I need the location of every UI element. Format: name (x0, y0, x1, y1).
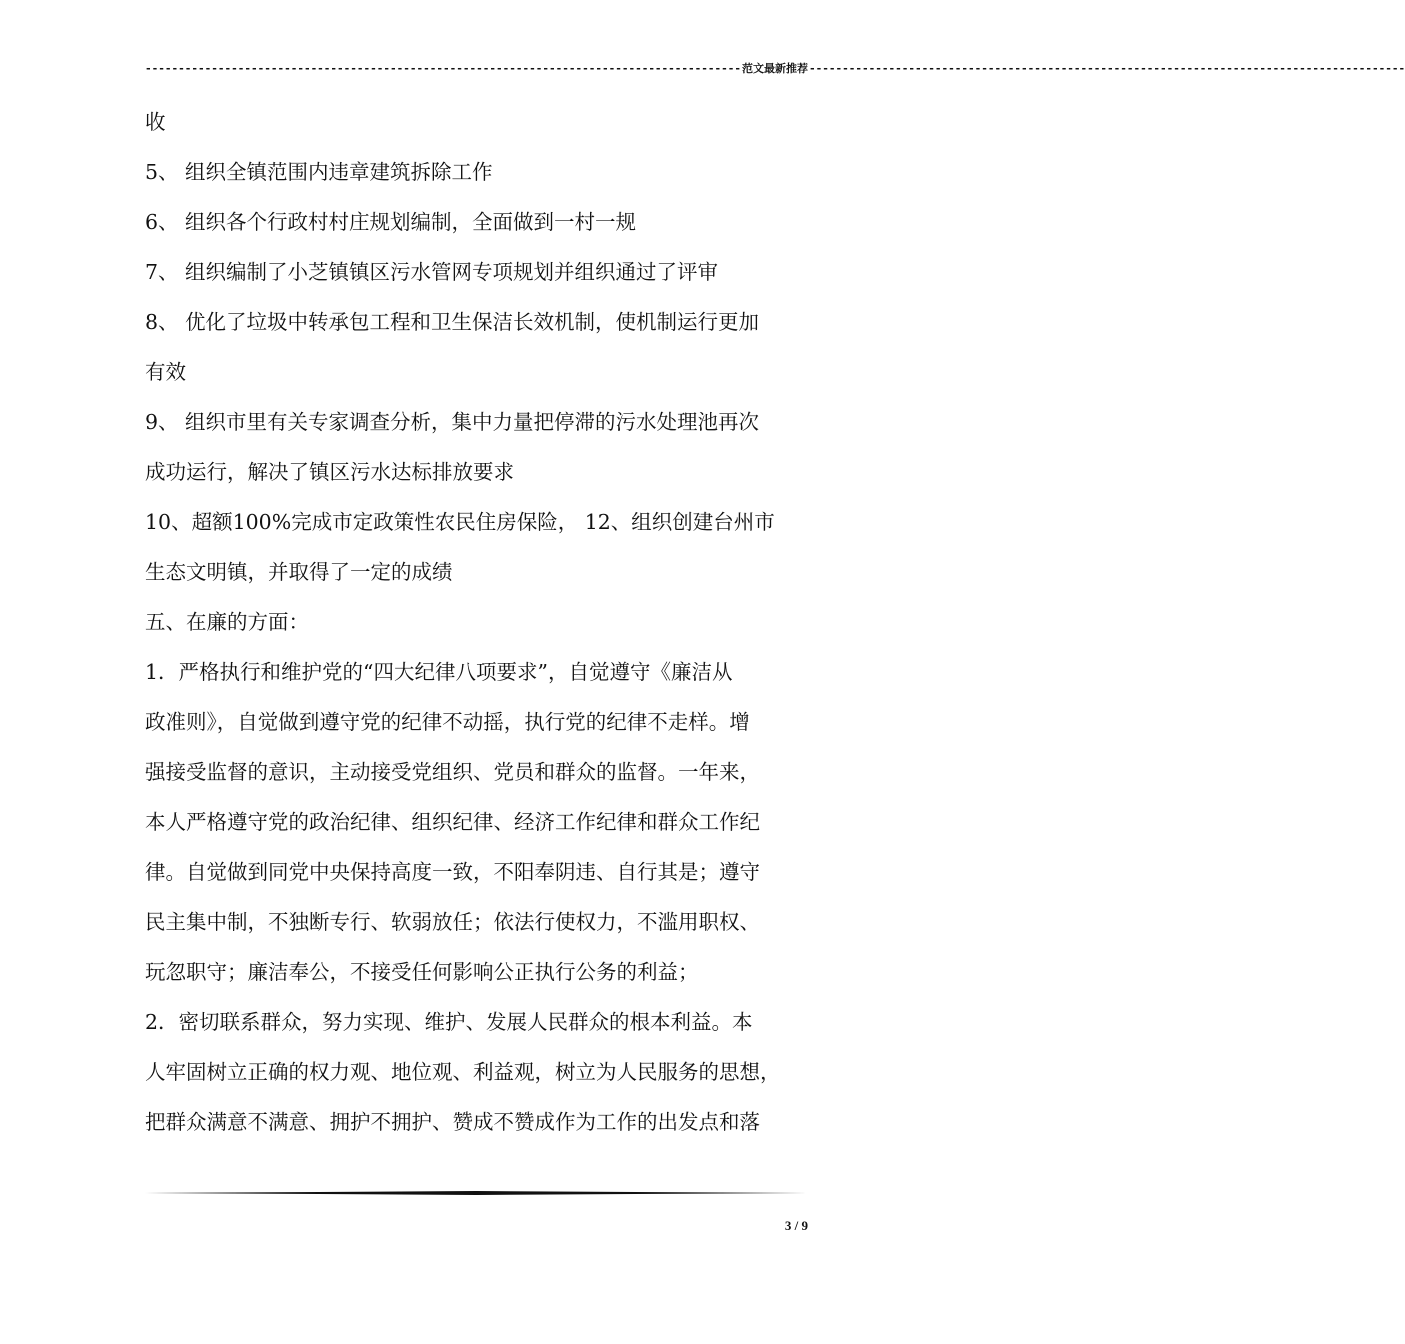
page-header (145, 58, 1405, 78)
header-title: 范文最新推荐 (742, 62, 809, 75)
document-body (145, 97, 810, 1147)
text-line: 10、超额100%完成市定政策性农民住房保险， 12、组织创建台州市 (145, 510, 775, 534)
section-heading: 五、在廉的方面： (145, 610, 309, 634)
text-line: 强接受监督的意识，主动接受党组织、党员和群众的监督。一年来， (145, 760, 760, 784)
text-line: 人牢固树立正确的权力观、地位观、利益观，树立为人民服务的思想， (145, 1060, 781, 1084)
text-line: 民主集中制，不独断专行、软弱放任；依法行使权力，不滥用职权、 (145, 910, 760, 934)
text-line: 本人严格遵守党的政治纪律、组织纪律、经济工作纪律和群众工作纪 (145, 810, 760, 834)
text-line: 有效 (145, 360, 186, 384)
text-line: 玩忽职守；廉洁奉公，不接受任何影响公正执行公务的利益； (145, 960, 699, 984)
text-line: 5、 组织全镇范围内违章建筑拆除工作 (145, 160, 493, 184)
footer-rule (145, 1191, 807, 1195)
page-number: 3 / 9 (784, 1218, 808, 1233)
text-line: 成功运行，解决了镇区污水达标排放要求 (145, 460, 514, 484)
header-dash-left: ------------------------------------------------------------------------------------------ (145, 61, 742, 75)
text-line: 1．严格执行和维护党的“四大纪律八项要求”，自觉遵守《廉洁从 (145, 660, 733, 684)
text-line: 把群众满意不满意、拥护不拥护、赞成不赞成作为工作的出发点和落 (145, 1110, 760, 1134)
text-line: 6、 组织各个行政村村庄规划编制，全面做到一村一规 (145, 210, 637, 234)
text-line: 8、 优化了垃圾中转承包工程和卫生保洁长效机制，使机制运行更加 (145, 310, 760, 334)
text-line: 律。自觉做到同党中央保持高度一致，不阳奉阴违、自行其是；遵守 (145, 860, 760, 884)
text-line: 收 (145, 110, 166, 134)
header-dash-right: ------------------------------------------------------------------------------------------ (809, 61, 1405, 75)
text-line: 7、 组织编制了小芝镇镇区污水管网专项规划并组织通过了评审 (145, 260, 719, 284)
text-line: 9、 组织市里有关专家调查分析，集中力量把停滞的污水处理池再次 (145, 410, 760, 434)
text-line: 生态文明镇，并取得了一定的成绩 (145, 560, 453, 584)
text-line: 2．密切联系群众，努力实现、维护、发展人民群众的根本利益。本 (145, 1010, 753, 1034)
text-line: 政准则》，自觉做到遵守党的纪律不动摇，执行党的纪律不走样。增 (145, 710, 750, 734)
